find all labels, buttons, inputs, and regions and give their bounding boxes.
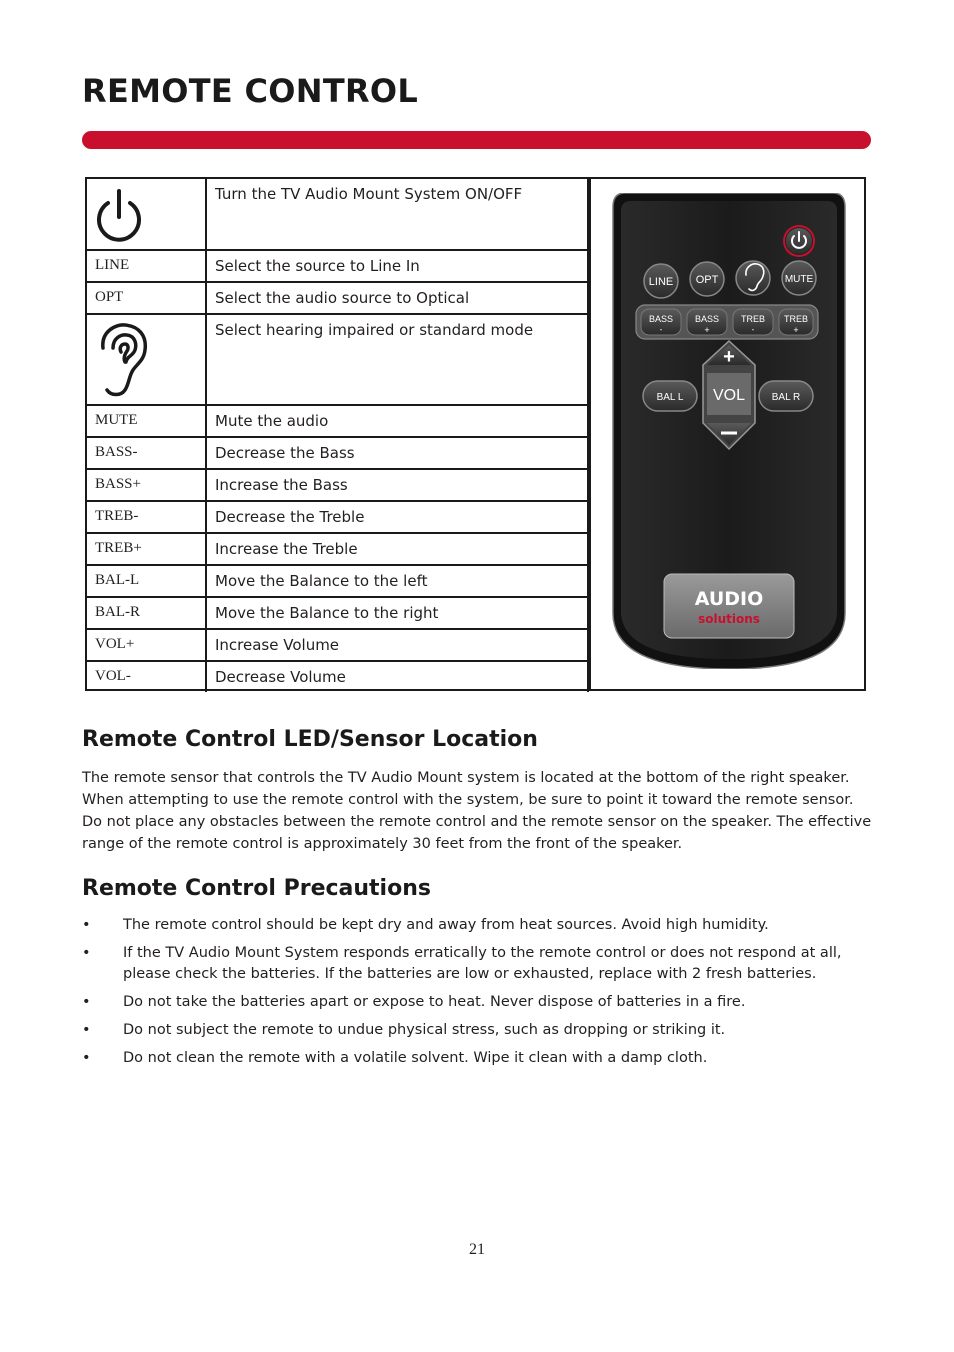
key-cell-ear (87, 314, 206, 405)
precautions-list (82, 915, 872, 1076)
list-item (82, 915, 872, 936)
remote-image-cell (589, 179, 864, 689)
key-cell: BASS+ (87, 469, 206, 501)
svg-text:+: + (723, 346, 735, 368)
table-row (87, 437, 588, 469)
key-cell-power (87, 179, 206, 250)
list-item-text: The remote control should be kept dry and away from heat sources. Avoid high humidity. (123, 917, 769, 933)
table-row (87, 661, 588, 692)
button-reference-table (85, 177, 866, 691)
desc-cell: Select the source to Line In (206, 250, 588, 282)
precautions-heading: Remote Control Precautions (82, 876, 431, 901)
svg-text:BASS: BASS (648, 314, 674, 324)
table-row (87, 314, 588, 405)
key-cell: VOL+ (87, 629, 206, 661)
key-cell: OPT (87, 282, 206, 314)
led-section-paragraph: The remote sensor that controls the TV Audio Mount system is located at the bottom of the right speaker. When attempting to use the remote control with the system, be sure to point it toward the remote sensor. Do not place any obstacles between the remote control and the remote sensor on the speaker. The effective range of the remote control is approximately 30 feet from the front of the speaker. (82, 770, 872, 852)
desc-cell: Increase Volume (206, 629, 588, 661)
list-item (82, 1048, 872, 1069)
desc-cell: Move the Balance to the right (206, 597, 588, 629)
svg-text:-: - (659, 325, 663, 334)
list-item (82, 943, 872, 985)
desc-cell: Decrease the Treble (206, 501, 588, 533)
page-number: 21 (469, 1241, 485, 1258)
svg-text:OPT: OPT (695, 274, 719, 286)
table-row (87, 405, 588, 437)
remote-bal-l-button (643, 381, 697, 411)
remote-ear-button (736, 261, 770, 295)
svg-text:+: + (793, 325, 799, 335)
key-cell: LINE (87, 250, 206, 282)
key-cell: MUTE (87, 405, 206, 437)
svg-text:-: - (751, 325, 755, 334)
svg-text:BAL R: BAL R (771, 392, 801, 403)
bullet: • (82, 945, 91, 961)
key-cell: BAL-R (87, 597, 206, 629)
remote-logo-solutions: solutions (698, 612, 760, 626)
svg-text:+: + (704, 325, 710, 335)
table-row (87, 533, 588, 565)
list-item-text: Do not subject the remote to undue physical stress, such as dropping or striking it. (123, 1022, 726, 1038)
svg-text:LINE: LINE (648, 276, 674, 288)
list-item-text: Do not take the batteries apart or expose to heat. Never dispose of batteries in a fire. (123, 994, 746, 1010)
key-cell: TREB+ (87, 533, 206, 565)
svg-text:BAL L: BAL L (656, 392, 684, 403)
list-item (82, 992, 872, 1013)
svg-text:VOL: VOL (712, 387, 746, 404)
list-item-text: If the TV Audio Mount System responds erratically to the remote control or does not respond at all, please check the batteries. If the batteries are low or exhausted, replace with 2 fresh batteries. (123, 945, 842, 982)
desc-cell: Increase the Treble (206, 533, 588, 565)
ear-icon (95, 322, 151, 398)
key-cell: VOL- (87, 661, 206, 692)
desc-cell: Decrease the Bass (206, 437, 588, 469)
remote-bass-minus-button (641, 309, 681, 335)
desc-cell: Select the audio source to Optical (206, 282, 588, 314)
remote-logo-audio: AUDIO (694, 588, 764, 610)
desc-cell: Turn the TV Audio Mount System ON/OFF (206, 179, 588, 250)
svg-text:TREB: TREB (783, 314, 809, 324)
remote-opt-button (690, 262, 724, 296)
title-divider-bar (82, 131, 871, 149)
table-row (87, 179, 588, 250)
desc-cell: Decrease Volume (206, 661, 588, 692)
table-row (87, 282, 588, 314)
svg-text:BASS: BASS (694, 314, 720, 324)
remote-line-button (644, 264, 678, 298)
desc-cell: Mute the audio (206, 405, 588, 437)
table-row (87, 250, 588, 282)
button-function-table (87, 179, 589, 692)
bullet: • (82, 994, 91, 1010)
desc-cell: Increase the Bass (206, 469, 588, 501)
table-row (87, 469, 588, 501)
remote-mute-button (782, 261, 816, 295)
remote-treb-minus-button (733, 309, 773, 335)
remote-treb-plus-button (779, 309, 813, 335)
bullet: • (82, 1050, 91, 1066)
key-cell: BASS- (87, 437, 206, 469)
power-icon (95, 187, 155, 249)
remote-bal-r-button (759, 381, 813, 411)
svg-text:TREB: TREB (740, 314, 766, 324)
remote-control-illustration (611, 193, 847, 669)
led-section-heading: Remote Control LED/Sensor Location (82, 727, 538, 752)
list-item (82, 1020, 872, 1041)
table-row (87, 629, 588, 661)
svg-text:MUTE: MUTE (784, 274, 814, 285)
table-row (87, 565, 588, 597)
table-row (87, 597, 588, 629)
remote-bass-plus-button (687, 309, 727, 335)
key-cell: TREB- (87, 501, 206, 533)
table-row (87, 501, 588, 533)
desc-cell: Move the Balance to the left (206, 565, 588, 597)
desc-cell: Select hearing impaired or standard mode (206, 314, 588, 405)
bullet: • (82, 1022, 91, 1038)
page-title: REMOTE CONTROL (82, 72, 419, 110)
key-cell: BAL-L (87, 565, 206, 597)
bullet: • (82, 917, 91, 933)
list-item-text: Do not clean the remote with a volatile solvent. Wipe it clean with a damp cloth. (123, 1050, 708, 1066)
